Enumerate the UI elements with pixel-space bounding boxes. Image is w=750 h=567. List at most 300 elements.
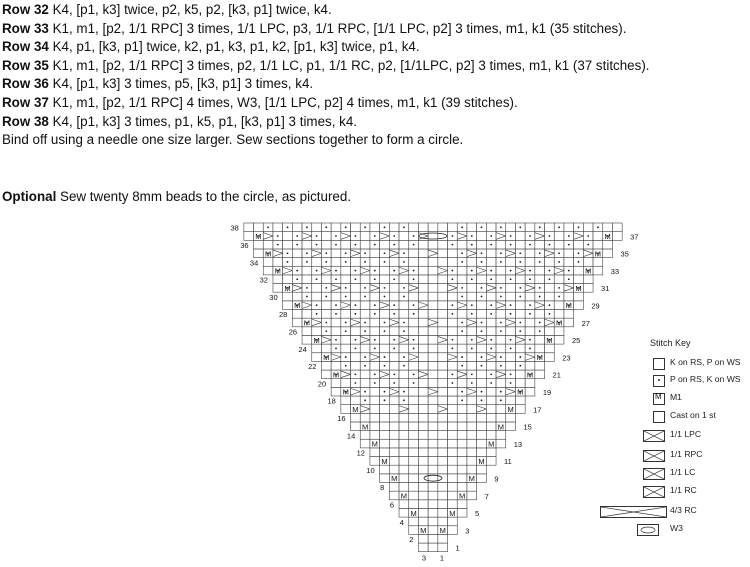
chart-cell [438,387,448,396]
chart-cell [467,361,477,370]
chart-cell [302,275,312,284]
chart-cell [428,448,438,457]
chart-cell [564,258,574,267]
chart-cell [428,517,438,526]
purl-dot [374,339,376,341]
chart-cell [515,240,525,249]
purl-dot [539,322,541,324]
row-label-left: 22 [308,362,317,372]
m1-marker: M [478,456,485,466]
row-label-left: 30 [269,292,278,302]
chart-cell [525,318,535,327]
chart-cell [428,327,438,336]
purl-dot [587,235,589,237]
purl-dot [403,322,405,324]
chart-cell [418,448,428,457]
stitch-key-label: K on RS, P on WS [670,357,741,367]
chart-cell [370,223,380,232]
m1-marker: M [332,370,340,380]
chart-cell [545,353,555,362]
purl-dot [364,399,366,401]
chart-cell [418,465,428,474]
chart-cell [389,413,399,422]
chart-cell [438,413,448,422]
chart-cell [438,249,448,258]
chart-cell [380,335,390,344]
chart-cell [448,526,458,535]
chart-cell [438,543,448,552]
chart-row-5 [399,508,467,517]
chart-cell [438,292,448,301]
chart-cell [418,249,428,258]
purl-dot [500,296,502,298]
chart-cell [535,310,545,319]
chart-cell [506,284,516,293]
chart-cell [409,361,419,370]
m1-marker: M [594,249,602,259]
bottom-stitch-label: 3 [421,553,427,563]
m1-marker: M [303,318,311,328]
bind-off-instruction: Bind off using a needle one size larger. Sew sections together to form a circle. [2,132,464,148]
chart-cell [428,534,438,543]
chart-cell [506,422,516,431]
chart-row-3 [409,526,458,535]
chart-cell [418,543,428,552]
chart-cell [525,361,535,370]
purl-dot [471,278,473,280]
purl-dot [384,296,386,298]
chart-cell [380,422,390,431]
chart-cell [244,223,254,232]
chart-cell [409,413,419,422]
chart-cell [399,448,409,457]
chart-cell [477,301,487,310]
purl-dot [578,252,580,254]
purl-dot [568,278,570,280]
chart-cell [360,370,370,379]
chart-cell [603,223,613,232]
chart-cell [273,258,283,267]
purl-dot [403,252,405,254]
chart-cell [341,379,351,388]
m1-icon: M [653,393,665,405]
purl-dot [452,244,454,246]
chart-cell [370,387,380,396]
chart-cell [331,327,341,336]
chart-cell [486,258,496,267]
chart-row-13 [360,439,506,448]
purl-dot [519,226,521,228]
purl-dot [568,244,570,246]
instruction-row-34: Row 34 K4, p1, [k3, p1] twice, k2, p1, k3, p1, k2, [p1, k3] twice, p1, k4. [2,39,420,55]
chart-row-36 [254,240,613,249]
purl-dot [384,365,386,367]
chart-cell [457,405,467,414]
m1-marker: M [565,301,572,311]
purl-dot [345,330,347,332]
chart-cell [428,483,438,492]
purl-dot [393,244,395,246]
chart-cell [399,344,409,353]
purl-dot [539,296,541,298]
purl-dot [355,304,357,306]
purl-dot [393,304,395,306]
purl-dot [316,235,318,237]
chart-cell [399,474,409,483]
chart-cell [457,474,467,483]
stitch-key-label: 1/1 LPC [670,429,702,439]
purl-dot [287,252,289,254]
chart-cell [448,465,458,474]
purl-dot [306,287,308,289]
chart-cell [418,275,428,284]
purl-dot [384,287,386,289]
m1-marker: M [323,353,330,363]
purl-dot [452,278,454,280]
knit-square-icon [653,358,665,370]
purl-dot [519,287,521,289]
chart-cell [545,223,555,232]
chart-cell [351,353,361,362]
chart-cell [399,413,409,422]
chart-cell [428,310,438,319]
purl-dot [510,235,512,237]
chart-cell [438,396,448,405]
chart-cell [496,413,506,422]
chart-cell [428,344,438,353]
chart-cell [467,431,477,440]
instruction-row-32: Row 32 K4, [p1, k3] twice, p2, k5, p2, [k3, p1] twice, k4. [2,2,332,17]
m1-marker: M [468,474,475,484]
chart-cell [292,223,302,232]
chart-cell [283,232,293,241]
chart-cell [457,439,467,448]
chart-cell [418,223,428,232]
purl-dot [393,278,395,280]
chart-cell [380,344,390,353]
chart-cell [273,284,283,293]
chart-cell [399,500,409,509]
purl-dot [335,348,337,350]
purl-dot [374,348,376,350]
m1-marker: M [449,508,456,518]
purl-dot [490,313,492,315]
purl-dot [296,270,298,272]
chart-cell [506,413,516,422]
chart-cell [418,361,428,370]
chart-cell [380,240,390,249]
purl-dot [355,348,357,350]
purl-dot [471,382,473,384]
chart-cell [467,457,477,466]
chart-cell [545,292,555,301]
chart-cell [418,534,428,543]
chart-cell [515,344,525,353]
purl-dot [461,252,463,254]
chart-cell [486,327,496,336]
chart-row-32 [273,275,593,284]
chart-cell [448,361,458,370]
chart-cell [360,310,370,319]
purl-dot [374,313,376,315]
chart-cell [525,387,535,396]
chart-cell [554,275,564,284]
purl-dot [335,270,337,272]
purl-dot [539,226,541,228]
chart-cell [438,344,448,353]
chart-cell [351,327,361,336]
purl-dot [461,296,463,298]
row-label-left: 2 [409,535,414,545]
purl-dot [452,382,454,384]
chart-cell [428,405,438,414]
row-label-left: 12 [356,448,365,458]
purl-dot [335,304,337,306]
chart-cell [428,284,438,293]
chart-cell [574,240,584,249]
purl-dot [519,356,521,358]
purl-dot [403,399,405,401]
purl-dot [578,261,580,263]
row-label-right: 13 [513,439,523,449]
m1-marker: M [410,508,417,518]
chart-cell [389,457,399,466]
chart-cell [380,266,390,275]
purl-dot [364,356,366,358]
chart-cell [477,310,487,319]
chart-cell [380,310,390,319]
purl-dot [510,348,512,350]
purl-dot [500,322,502,324]
purl-dot [345,296,347,298]
chart-cell [399,370,409,379]
chart-cell [399,422,409,431]
row-label-right: 15 [523,422,532,432]
chart-cell [418,517,428,526]
purl-dot [568,235,570,237]
chart-cell [448,327,458,336]
chart-cell [438,275,448,284]
chart-cell [341,405,351,414]
row-label-left: 4 [399,517,404,527]
chart-cell [370,258,380,267]
instruction-row-33: Row 33 K1, m1, [p2, 1/1 RPC] 3 times, 1/1 LPC, p3, 1/1 RPC, [1/1 LPC, p2] 3 times, m1, k1 (35 stitches). [2,20,627,36]
purl-dot [403,356,405,358]
purl-dot [364,322,366,324]
chart-cell [448,439,458,448]
purl-dot [316,313,318,315]
chart-cell [418,379,428,388]
purl-dot [335,235,337,237]
purl-dot [413,382,415,384]
m1-marker: M [507,405,514,414]
chart-row-14 [360,431,506,440]
chart-cell [438,327,448,336]
purl-dot [471,348,473,350]
chart-cell [525,249,535,258]
chart-cell [457,483,467,492]
purl-dot [500,226,502,228]
chart-cell [467,327,477,336]
purl-dot [345,226,347,228]
purl-dot [471,270,473,272]
row-label-right: 9 [494,474,499,484]
purl-dot [481,252,483,254]
purl-dot [374,278,376,280]
m1-marker: M [526,370,534,380]
chart-cell [477,431,487,440]
instruction-row-37: Row 37 K1, m1, [p2, 1/1 RPC] 4 times, W3, [1/1 LPC, p2] 4 times, m1, k1 (39 stitches). [2,94,518,110]
stitch-key-label: M1 [670,392,682,402]
purl-dot-icon [653,375,665,387]
chart-cell [389,353,399,362]
chart-cell [302,266,312,275]
purl-dot [558,296,560,298]
chart-cell [438,534,448,543]
chart-cell [438,457,448,466]
chart-cell [409,387,419,396]
chart-cell [399,465,409,474]
chart-cell [409,448,419,457]
purl-dot [490,339,492,341]
chart-cell [312,258,322,267]
purl-dot [384,356,386,358]
chart-cell [370,413,380,422]
chart-cell [428,301,438,310]
chart-cell [399,508,409,517]
purl-dot [335,278,337,280]
purl-dot [393,348,395,350]
chart-cell [389,448,399,457]
purl-dot [345,261,347,263]
chart-cell [438,431,448,440]
chart-cell [418,327,428,336]
row-label-left: 20 [317,379,327,389]
purl-dot [587,244,589,246]
purl-dot [481,296,483,298]
stitch-key-label: 1/1 LC [670,467,696,477]
purl-dot [325,296,327,298]
chart-cell [399,439,409,448]
chart-cell [409,249,419,258]
chart-cell [428,240,438,249]
purl-dot [481,322,483,324]
purl-dot [413,304,415,306]
chart-cell [418,491,428,500]
chart-cell [438,223,448,232]
purl-dot [335,313,337,315]
chart-cell [351,396,361,405]
chart-cell [341,335,351,344]
row-label-right: 29 [591,301,600,311]
chart-cell [574,301,584,310]
row-label-left: 36 [240,240,249,250]
purl-dot [500,287,502,289]
chart-cell [496,335,506,344]
stitch-key-label: 4/3 RC [670,505,697,515]
purl-dot [364,261,366,263]
purl-dot [393,235,395,237]
chart-cell [448,483,458,492]
chart-cell [545,284,555,293]
chart-cell [360,344,370,353]
chart-cell [283,275,293,284]
chart-cell [321,310,331,319]
chart-cell [438,465,448,474]
purl-dot [500,261,502,263]
chart-row-7 [389,491,476,500]
purl-dot [355,373,357,375]
purl-dot [539,252,541,254]
chart-cell [341,240,351,249]
stitch-key-label: Cast on 1 st [670,410,716,420]
purl-dot [452,304,454,306]
chart-cell [428,258,438,267]
chart-cell [273,275,283,284]
purl-dot [325,287,327,289]
chart-cell [477,379,487,388]
chart-cell [360,413,370,422]
chart-cell [467,405,477,414]
purl-dot [355,382,357,384]
chart-cell [457,431,467,440]
chart-cell [535,344,545,353]
purl-dot [364,365,366,367]
chart-cell [457,335,467,344]
purl-dot [413,348,415,350]
purl-dot [364,252,366,254]
purl-dot [510,373,512,375]
chart-cell [457,457,467,466]
chart-cell [428,379,438,388]
purl-dot [500,356,502,358]
purl-dot [325,252,327,254]
purl-dot [384,261,386,263]
purl-dot [481,356,483,358]
chart-row-26 [302,327,564,336]
row-label-right: 27 [581,318,590,328]
chart-cell [331,318,341,327]
purl-dot [471,304,473,306]
purl-dot [403,296,405,298]
chart-cell [438,439,448,448]
chart-cell [273,223,283,232]
chart-cell [467,439,477,448]
purl-dot [558,261,560,263]
chart-cell [428,431,438,440]
chart-cell [448,517,458,526]
chart-cell [380,405,390,414]
row-label-left: 18 [327,396,336,406]
purl-dot [335,244,337,246]
purl-dot [471,339,473,341]
chart-cell [331,379,341,388]
chart-cell [554,240,564,249]
chart-cell [409,465,419,474]
m1-marker: M [439,526,446,536]
chart-cell [428,413,438,422]
chart-cell [545,258,555,267]
purl-dot [374,244,376,246]
purl-dot [345,356,347,358]
chart-cell [457,508,467,517]
chart-row-22 [321,361,544,370]
row-label-right: 21 [552,370,561,380]
chart-cell [506,361,516,370]
chart-cell [399,310,409,319]
stitch-key-title: Stitch Key [650,338,691,348]
chart-cell [418,344,428,353]
